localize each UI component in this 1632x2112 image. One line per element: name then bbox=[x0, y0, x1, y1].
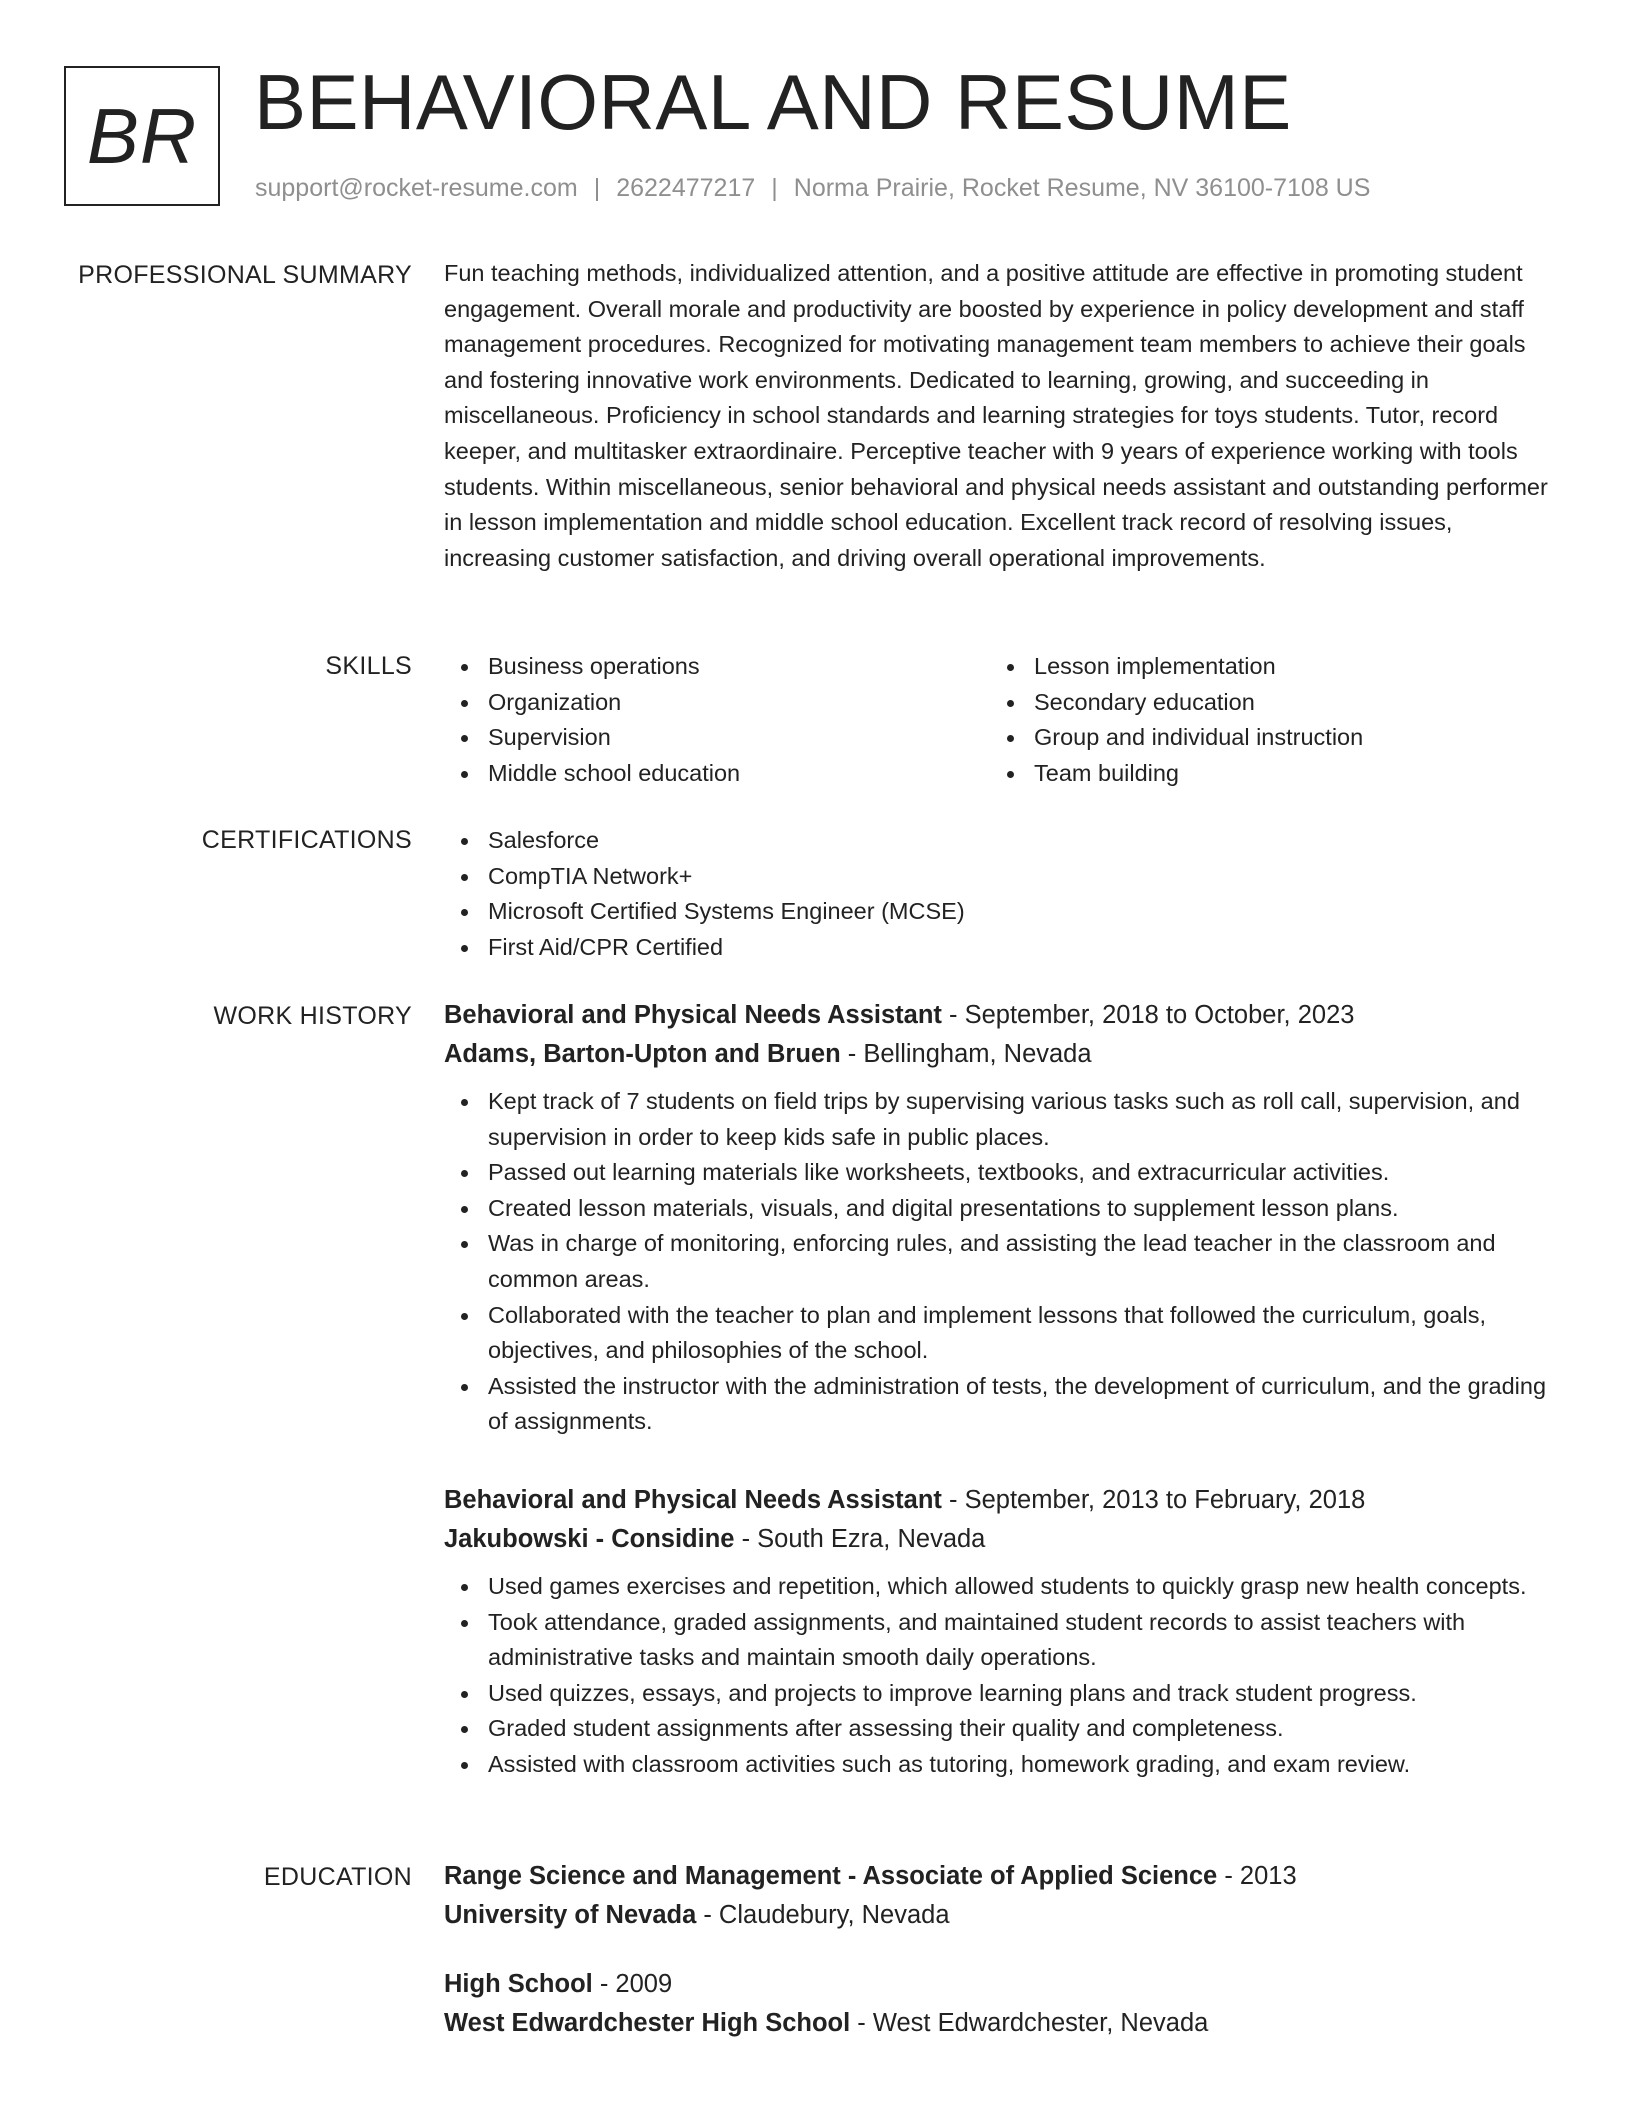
job-bullet: Collaborated with the teacher to plan and implement lessons that followed the curriculum, goals, objectives, and philosophies of the school. bbox=[444, 1298, 1556, 1369]
education-school: University of Nevada bbox=[444, 1901, 697, 1929]
certifications-body bbox=[444, 823, 1556, 965]
job-bullet: Used quizzes, essays, and projects to improve learning plans and track student progress. bbox=[444, 1676, 1556, 1712]
section-heading-education: EDUCATION bbox=[263, 1863, 412, 1891]
job-bullet: Graded student assignments after assessing their quality and completeness. bbox=[444, 1711, 1556, 1747]
summary-body bbox=[444, 256, 1556, 576]
contact-email[interactable]: support@rocket-resume.com bbox=[255, 174, 578, 202]
contact-address: Norma Prairie, Rocket Resume, NV 36100-7108 US bbox=[793, 174, 1371, 202]
education-year: - 2009 bbox=[592, 1970, 673, 1998]
resume-name: BEHAVIORAL AND RESUME bbox=[254, 58, 1292, 146]
job-location: - Bellingham, Nevada bbox=[840, 1040, 1092, 1068]
job-dates: - September, 2013 to February, 2018 bbox=[941, 1486, 1366, 1514]
education-location: - West Edwardchester, Nevada bbox=[850, 2009, 1209, 2037]
contact-line bbox=[255, 174, 1370, 203]
job-bullet: Assisted with classroom activities such as tutoring, homework grading, and exam review. bbox=[444, 1747, 1556, 1783]
education-school: West Edwardchester High School bbox=[444, 2009, 851, 2037]
section-heading-certifications: CERTIFICATIONS bbox=[201, 826, 412, 854]
job-company: Jakubowski - Considine bbox=[444, 1525, 735, 1553]
job-company: Adams, Barton-Upton and Bruen bbox=[444, 1040, 841, 1068]
skill-item: Middle school education bbox=[444, 756, 990, 792]
certification-item: First Aid/CPR Certified bbox=[444, 930, 1556, 966]
skill-item: Secondary education bbox=[990, 685, 1536, 721]
job-bullet: Created lesson materials, visuals, and digital presentations to supplement lesson plans. bbox=[444, 1191, 1556, 1227]
certification-item: Microsoft Certified Systems Engineer (MCSE) bbox=[444, 894, 1556, 930]
job-title: Behavioral and Physical Needs Assistant bbox=[444, 1001, 942, 1029]
job-entry bbox=[444, 996, 1556, 1440]
summary-text: Fun teaching methods, individualized attention, and a positive attitude are effective in promoting student engagement. Overall morale and productivity are boosted by experience in policy development and staff management procedures. Recognized for motivating management team members to achieve their goals and fostering innovative work environments. Dedicated to learning, growing, and succeeding in miscellaneous. Proficiency in school standards and learning strategies for toys students. Tutor, record keeper, and multitasker extraordinaire. Perceptive teacher with 9 years of experience working with tools students. Within miscellaneous, senior behavioral and physical needs assistant and outstanding performer in lesson implementation and middle school education. Excellent track record of resolving issues, increasing customer satisfaction, and driving overall operational improvements. bbox=[444, 260, 1548, 571]
job-title: Behavioral and Physical Needs Assistant bbox=[444, 1486, 942, 1514]
education-school-line bbox=[444, 1896, 1556, 1935]
education-location: - Claudebury, Nevada bbox=[696, 1901, 950, 1929]
education-degree: High School bbox=[444, 1970, 593, 1998]
contact-phone[interactable]: 2622477217 bbox=[616, 174, 756, 202]
job-title-line bbox=[444, 1481, 1556, 1520]
job-bullet: Took attendance, graded assignments, and maintained student records to assist teachers with administrative tasks and maintain smooth daily operations. bbox=[444, 1605, 1556, 1676]
certification-item: CompTIA Network+ bbox=[444, 859, 1556, 895]
contact-separator: | bbox=[771, 174, 778, 202]
job-bullet: Was in charge of monitoring, enforcing rules, and assisting the lead teacher in the classroom and common areas. bbox=[444, 1226, 1556, 1297]
job-company-line bbox=[444, 1035, 1556, 1074]
education-entry bbox=[444, 1857, 1556, 1935]
skill-item: Group and individual instruction bbox=[990, 720, 1536, 756]
job-bullets bbox=[444, 1084, 1556, 1440]
education-school-line bbox=[444, 2004, 1556, 2043]
skills-column-right bbox=[990, 649, 1536, 791]
job-title-line bbox=[444, 996, 1556, 1035]
job-bullets bbox=[444, 1569, 1556, 1783]
skills-grid bbox=[444, 649, 1556, 791]
education-degree-line bbox=[444, 1857, 1556, 1896]
work-history-body bbox=[444, 996, 1556, 1440]
job-bullet: Assisted the instructor with the administration of tests, the development of curriculum, and the grading of assignments. bbox=[444, 1369, 1556, 1440]
monogram-logo: BR bbox=[64, 66, 220, 206]
skills-column-left bbox=[444, 649, 990, 791]
section-heading-work-history: WORK HISTORY bbox=[213, 1002, 412, 1030]
job-bullet: Kept track of 7 students on field trips by supervising various tasks such as roll call, supervision, and supervision in order to keep kids safe in public places. bbox=[444, 1084, 1556, 1155]
job-bullet: Used games exercises and repetition, which allowed students to quickly grasp new health concepts. bbox=[444, 1569, 1556, 1605]
job-location: - South Ezra, Nevada bbox=[734, 1525, 986, 1553]
section-heading-summary: PROFESSIONAL SUMMARY bbox=[78, 261, 412, 289]
skill-item: Lesson implementation bbox=[990, 649, 1536, 685]
skills-body bbox=[444, 649, 1556, 791]
section-heading-skills: SKILLS bbox=[325, 652, 412, 680]
education-degree-line bbox=[444, 1965, 1556, 2004]
skill-item: Team building bbox=[990, 756, 1536, 792]
job-entry bbox=[444, 1481, 1556, 1783]
education-degree: Range Science and Management - Associate of Applied Science bbox=[444, 1862, 1218, 1890]
job-dates: - September, 2018 to October, 2023 bbox=[941, 1001, 1355, 1029]
education-body bbox=[444, 1857, 1556, 2043]
certification-item: Salesforce bbox=[444, 823, 1556, 859]
work-history-body-2 bbox=[444, 1481, 1556, 1783]
skill-item: Supervision bbox=[444, 720, 990, 756]
job-company-line bbox=[444, 1520, 1556, 1559]
contact-separator: | bbox=[593, 174, 601, 202]
certifications-list bbox=[444, 823, 1556, 965]
skill-item: Business operations bbox=[444, 649, 990, 685]
skill-item: Organization bbox=[444, 685, 990, 721]
education-entry bbox=[444, 1965, 1556, 2043]
education-year: - 2013 bbox=[1217, 1862, 1297, 1890]
job-bullet: Passed out learning materials like worksheets, textbooks, and extracurricular activities. bbox=[444, 1155, 1556, 1191]
